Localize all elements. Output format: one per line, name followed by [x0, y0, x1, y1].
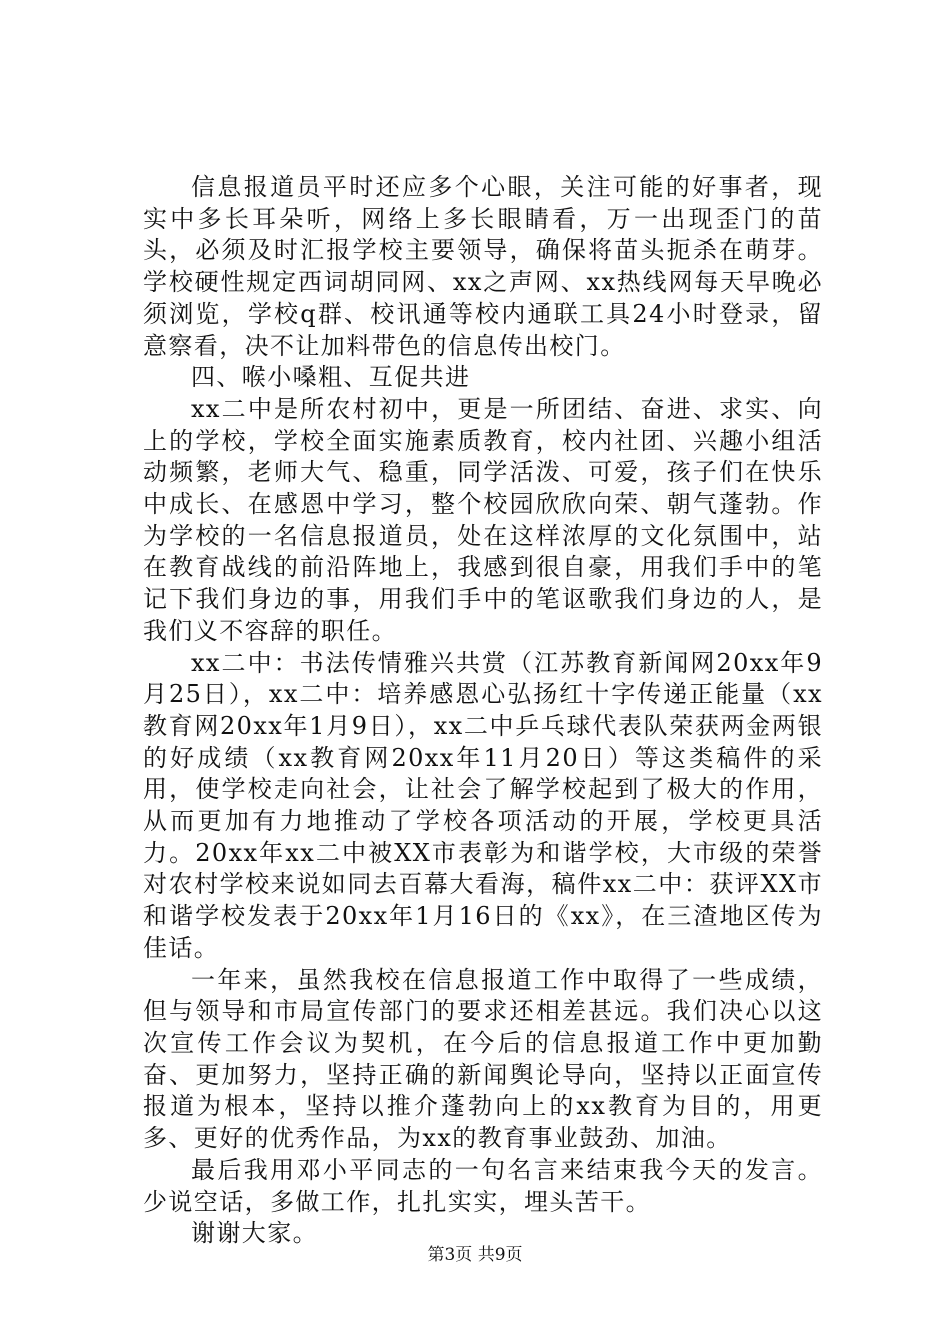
document-body: [143, 172, 823, 1250]
paragraph-closing-quote: 最后我用邓小平同志的一句名言来结束我今天的发言。少说空话，多做工作，扎扎实实，埋头苦干。: [143, 1155, 823, 1216]
paragraph-thanks: 谢谢大家。: [191, 1219, 318, 1248]
paragraph-published-articles: xx二中：书法传情雅兴共赏（江苏教育新闻网20xx年9月25日），xx二中：培养感恩心弘扬红十字传递正能量（xx教育网20xx年1月9日），xx二中乒乓球代表队荣获两金两银的好成绩（xx教育网20xx年11月20日）等这类稿件的采用，使学校走向社会，让社会了解学校起到了极大的作用，从而更加有力地推动了学校各项活动的开展，学校更具活力。20xx年xx二中被XX市表彰为和谐学校，大市级的荣誉对农村学校来说如同去百幕大看海，稿件xx二中：获评XX市和谐学校发表于20xx年1月16日的《xx》，在三渣地区传为佳话。: [143, 648, 823, 962]
section-heading-four: 四、喉小嗓粗、互促共进: [191, 363, 471, 392]
paragraph-info-reporter-vigilance: 信息报道员平时还应多个心眼，关注可能的好事者，现实中多长耳朵听，网络上多长眼睛看，万一出现歪门的苗头，必须及时汇报学校主要领导，确保将苗头扼杀在萌芽。学校硬性规定西词胡同网、xx之声网、xx热线网每天早晚必须浏览，学校q群、校讯通等校内通联工具24小时登录，留意察看，决不让加料带色的信息传出校门。: [143, 173, 823, 360]
paragraph-school-intro: xx二中是所农村初中，更是一所团结、奋进、求实、向上的学校，学校全面实施素质教育，校内社团、兴趣小组活动频繁，老师大气、稳重，同学活泼、可爱，孩子们在快乐中成长、在感恩中学习，整个校园欣欣向荣、朝气蓬勃。作为学校的一名信息报道员，处在这样浓厚的文化氛围中，站在教育战线的前沿阵地上，我感到很自豪，用我们手中的笔记下我们身边的事，用我们手中的笔讴歌我们身边的人，是我们义不容辞的职任。: [143, 394, 823, 645]
paragraph-year-summary: 一年来，虽然我校在信息报道工作中取得了一些成绩，但与领导和市局宣传部门的要求还相差甚远。我们决心以这次宣传工作会议为契机，在今后的信息报道工作中更加勤奋、更加努力，坚持正确的新闻舆论导向，坚持以正面宣传报道为根本，坚持以推介蓬勃向上的xx教育为目的，用更多、更好的优秀作品，为xx的教育事业鼓劲、加油。: [143, 965, 823, 1153]
page-number-footer: 第3页 共9页: [427, 1245, 523, 1265]
